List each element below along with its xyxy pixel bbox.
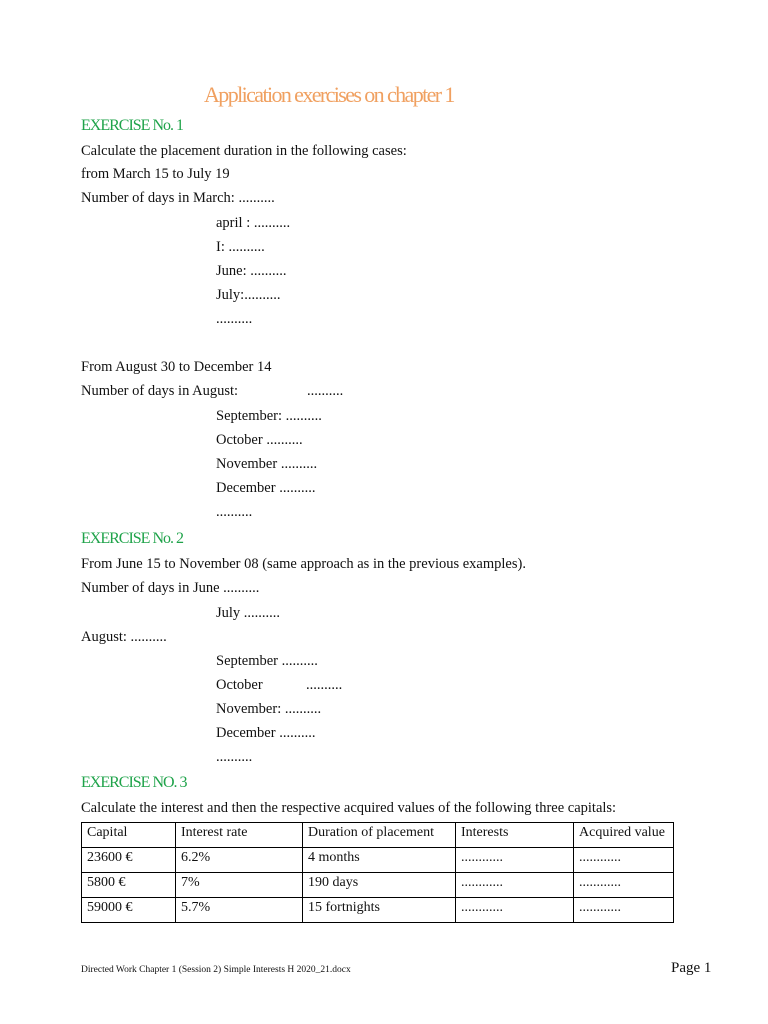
cell-interest-rate: 6.2%: [176, 848, 303, 873]
exercise-3-heading: EXERCISE NO. 3: [81, 774, 187, 791]
exercise-1-case-1-july: July:..........: [216, 287, 281, 303]
exercise-1-heading: EXERCISE No. 1: [81, 117, 183, 134]
exercise-2-july: July ..........: [216, 605, 281, 621]
cell-acquired-value: ............: [574, 848, 674, 873]
cell-duration: 15 fortnights: [303, 898, 456, 923]
table-header-row: [82, 823, 674, 848]
exercise-2-june: Number of days in June ..........: [81, 580, 260, 596]
table-row: [82, 873, 674, 898]
header-acquired-value: Acquired value: [574, 823, 674, 848]
exercise-1-case-2-total: ..........: [216, 504, 253, 520]
exercise-2-december: December ..........: [216, 725, 316, 741]
exercise-1-case-1-june: June: ..........: [216, 263, 287, 279]
exercise-2-heading: EXERCISE No. 2: [81, 530, 183, 547]
header-interest-rate: Interest rate: [176, 823, 303, 848]
cell-interests: ............: [456, 873, 574, 898]
exercise-2-august: August: ..........: [81, 629, 167, 645]
exercise-2-october-label: October: [216, 677, 263, 693]
capitals-table: [81, 822, 674, 923]
header-interests: Interests: [456, 823, 574, 848]
cell-duration: 190 days: [303, 873, 456, 898]
exercise-1-case-2-august-dots: ..........: [307, 383, 344, 399]
exercise-1-case-1-range: from March 15 to July 19: [81, 166, 230, 182]
cell-capital: 59000 €: [82, 898, 176, 923]
exercise-1-instruction: Calculate the placement duration in the following cases:: [81, 143, 407, 159]
exercise-2-october-dots: ..........: [306, 677, 343, 693]
exercise-1-case-1-march: Number of days in March: ..........: [81, 190, 275, 206]
header-duration: Duration of placement: [303, 823, 456, 848]
exercise-2-total: ..........: [216, 749, 253, 765]
cell-acquired-value: ............: [574, 873, 674, 898]
exercise-1-case-2-august-label: Number of days in August:: [81, 383, 239, 399]
exercise-2-november: November: ..........: [216, 701, 322, 717]
header-capital: Capital: [82, 823, 176, 848]
footer-filename: Directed Work Chapter 1 (Session 2) Simple Interests H 2020_21.docx: [81, 965, 351, 975]
exercise-1-case-1-total: ..........: [216, 311, 253, 327]
cell-interest-rate: 7%: [176, 873, 303, 898]
exercise-3-instruction: Calculate the interest and then the respective acquired values of the following three capitals:: [81, 800, 617, 816]
exercise-1-case-1-may: I: ..........: [216, 239, 265, 255]
cell-interests: ............: [456, 848, 574, 873]
cell-acquired-value: ............: [574, 898, 674, 923]
exercise-1-case-2-december: December ..........: [216, 480, 316, 496]
document-title: Application exercises on chapter 1: [204, 82, 454, 107]
cell-interests: ............: [456, 898, 574, 923]
exercise-1-case-2-october: October ..........: [216, 432, 303, 448]
page-number: Page 1: [671, 960, 712, 976]
cell-duration: 4 months: [303, 848, 456, 873]
exercise-1-case-2-range: From August 30 to December 14: [81, 359, 272, 375]
exercise-1-case-2-september: September: ..........: [216, 408, 322, 424]
cell-capital: 5800 €: [82, 873, 176, 898]
cell-interest-rate: 5.7%: [176, 898, 303, 923]
exercise-1-case-2-november: November ..........: [216, 456, 318, 472]
table-row: [82, 898, 674, 923]
exercise-2-september: September ..........: [216, 653, 318, 669]
table-row: [82, 848, 674, 873]
exercise-1-case-1-april: april : ..........: [216, 215, 291, 231]
exercise-2-range: From June 15 to November 08 (same approach as in the previous examples).: [81, 556, 526, 572]
cell-capital: 23600 €: [82, 848, 176, 873]
